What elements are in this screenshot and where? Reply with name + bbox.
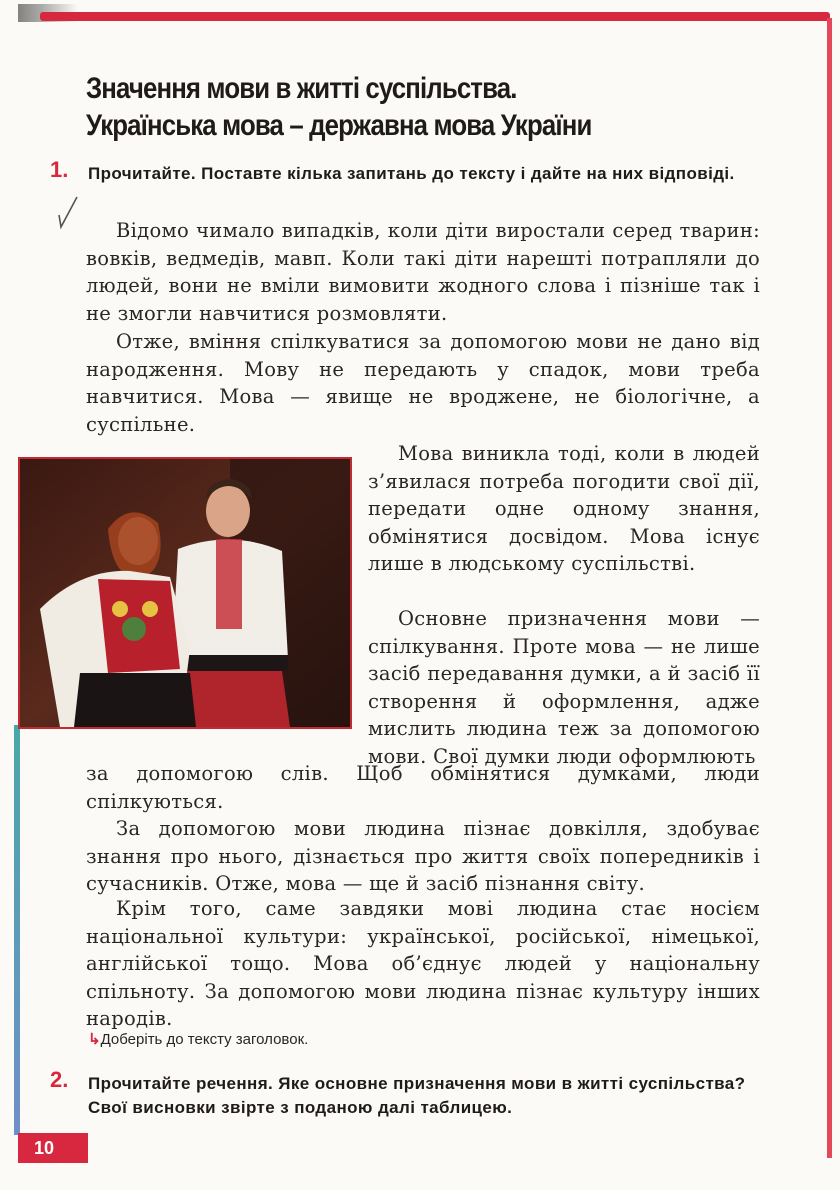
paragraph-5: За допомогою мови людина пізнає довкілля, здобуває знання про нього, дізнається про життя своїх попередників і сучасників. Отже, мова — ще й засіб пізнання світу. — [86, 817, 760, 895]
handwritten-check-icon — [55, 195, 81, 231]
paragraph-6: Крім того, саме завдяки мові людина стає носієм національної культури: української, російської, німецької, англійської тощо. Мова об’єднує людей у національну спільноту. За допомогою мови людина пізнає культуру інших народів. — [86, 897, 760, 1030]
paragraph-4b: за допомогою слів. Щоб обмінятися думками, люди спілкуються. — [86, 762, 760, 813]
right-decorative-rule — [827, 18, 832, 1158]
page-number: 10 — [18, 1133, 88, 1163]
title-line-2: Українська мова – державна мова України — [86, 109, 592, 142]
task-number: 2. — [50, 1067, 69, 1092]
pointing-arrow-icon: ↳ — [88, 1031, 101, 1048]
paragraph-4a: Основне призначення мови — спілкування. Проте мова — не лише засіб передавання думки, а й засіб її створення й оформлення, адже мислить людина теж за допомогою мови. Свої думки люди оформлюють — [368, 607, 760, 768]
paragraph-2: Отже, вміння спілкуватися за допомогою мови не дано від народження. Мову не передають у спадок, мови треба навчитися. Мова — явище не вроджене, не біологічне, а суспільне. — [86, 330, 760, 436]
title-line-1: Значення мови в житті суспільства. — [86, 72, 517, 105]
photo-ukrainian-costumes — [18, 457, 352, 729]
left-decorative-rule — [14, 725, 20, 1135]
note-text: Доберіть до тексту заголовок. — [100, 1031, 309, 1048]
task-text: Прочитайте речення. Яке основне призначення мови в житті суспільства? Свої висновки звірте з поданою далі таблицею. — [88, 1074, 746, 1117]
task-number: 1. — [50, 157, 69, 182]
top-decorative-rule — [40, 12, 830, 21]
task-text: Прочитайте. Поставте кілька запитань до тексту і дайте на них відповіді. — [88, 164, 735, 183]
paragraph-3: Мова виникла тоді, коли в людей з’явилася потреба погодити свої дії, передати одне одному знання, обмінятися досвідом. Мова існує лише в людському суспільстві. — [368, 442, 760, 575]
note-line — [88, 1030, 308, 1048]
page-title — [86, 70, 654, 144]
paragraph-1: Відомо чимало випадків, коли діти виростали серед тварин: вовків, ведмедів, мавп. Коли такі діти нарешті потрапляли до людей, вони не вміли вимовити жодного слова і пізніше так і не змогли навчитися розмовляти. — [86, 219, 760, 325]
